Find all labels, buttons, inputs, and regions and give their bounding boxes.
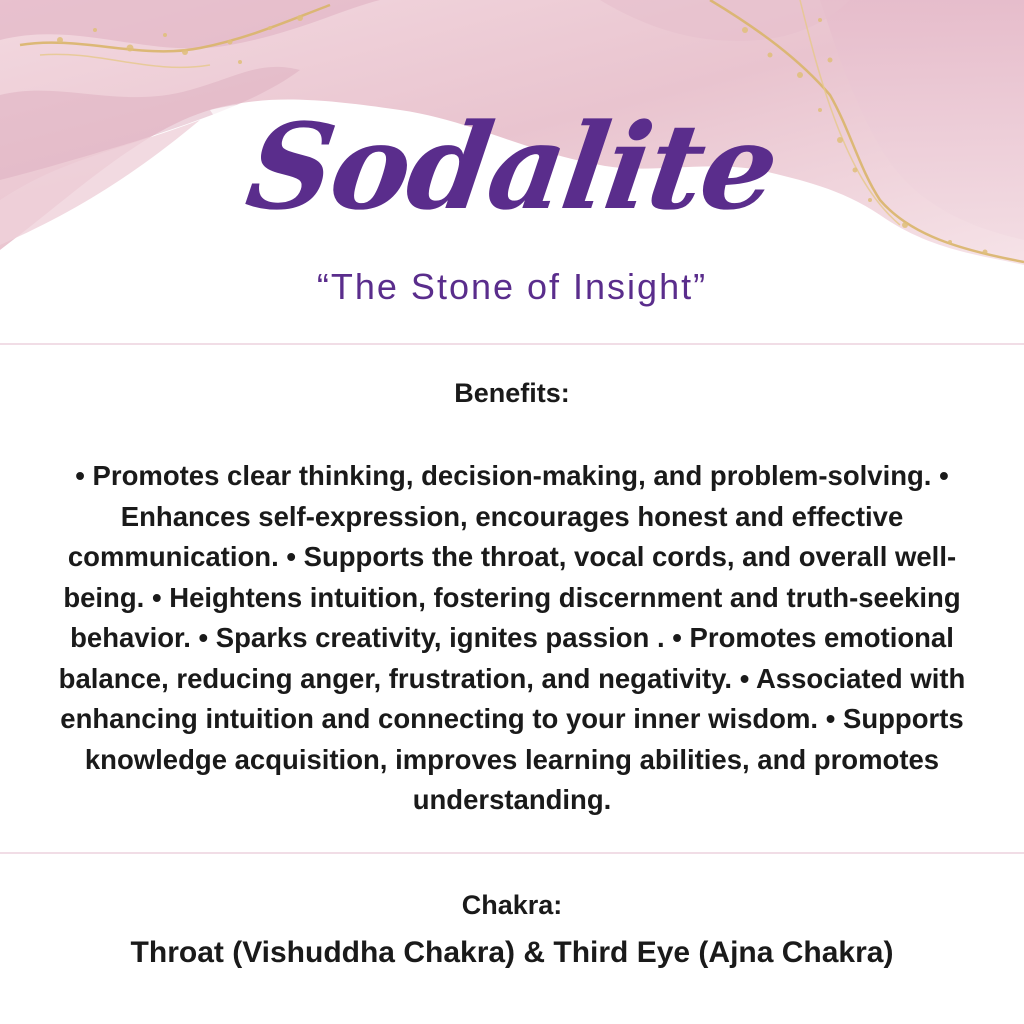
page-title: Sodalite [239, 97, 785, 236]
chakra-heading: Chakra: [461, 890, 563, 920]
benefits-heading: Benefits: [454, 378, 570, 408]
page-subtitle: “The Stone of Insight” [316, 266, 708, 307]
watercolor-header [0, 0, 1024, 340]
benefits-text: • Promotes clear thinking, decision-making, and problem-solving. • Enhances self-expression, encourages honest and effective communication. • Supports the throat, vocal cords, and overall well-being. • Heightens intuition, fostering discernment and truth-seeking behavior. • Sparks creativity, ignites passion . • Promotes emotional balance, reducing anger, frustration, and negativity. • Associated with enhancing intuition and connecting to your inner wisdom. • Supports knowledge acquisition, improves learning abilities, and promotes understanding. [58, 460, 966, 815]
divider-top [0, 343, 1024, 345]
divider-bottom [0, 852, 1024, 854]
chakra-value: Throat (Vishuddha Chakra) & Third Eye (Ajna Chakra) [130, 936, 894, 969]
